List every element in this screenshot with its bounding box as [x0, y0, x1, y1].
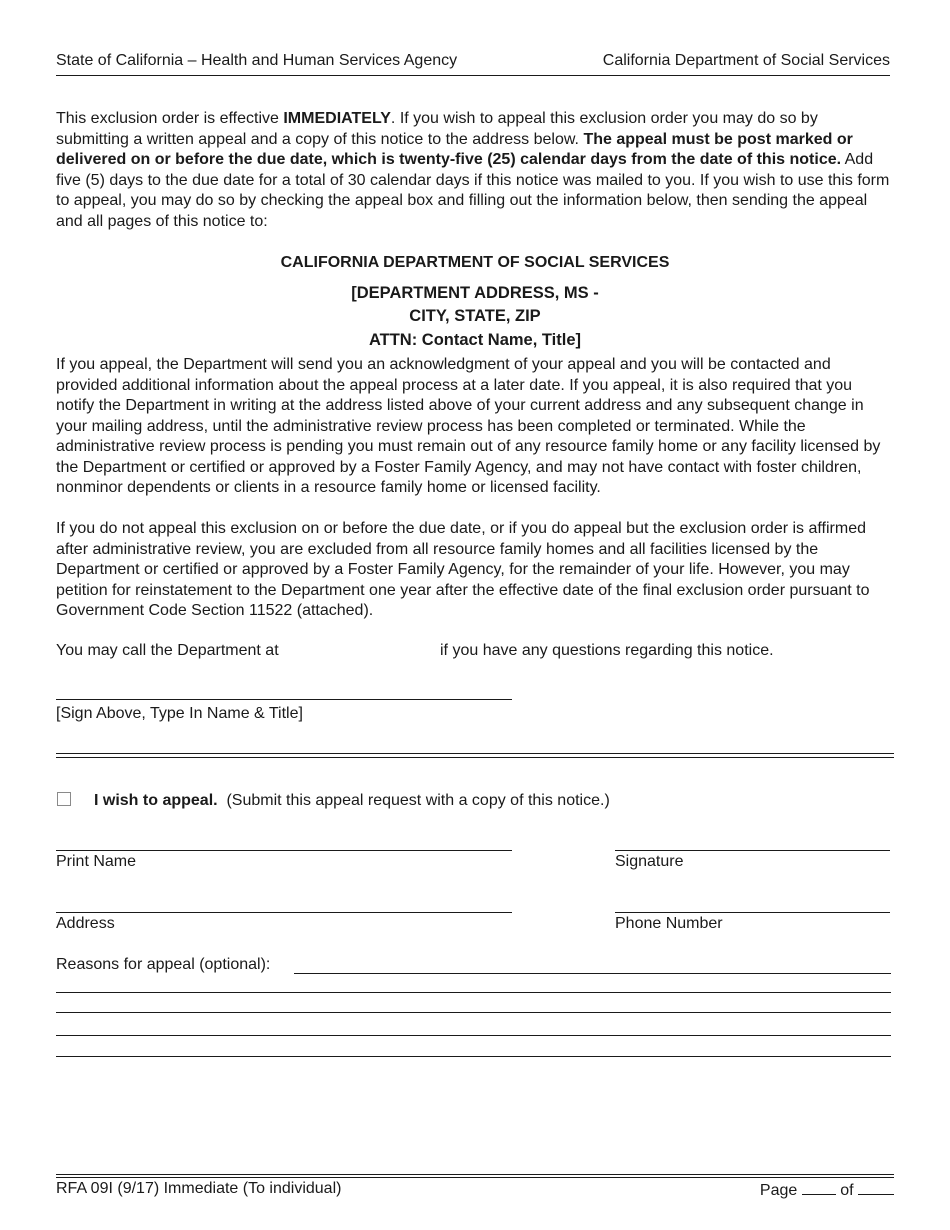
page-current-blank[interactable] [802, 1180, 836, 1195]
reasons-line-3[interactable] [56, 1012, 891, 1013]
footer-rule-bottom [56, 1177, 894, 1178]
appeal-checkbox[interactable] [57, 792, 71, 806]
department-signature-line[interactable] [56, 699, 512, 700]
page-word: Page [759, 1182, 798, 1199]
appeal-label: I wish to appeal. [94, 792, 218, 809]
reasons-line-1[interactable] [294, 973, 891, 974]
phone-number-field[interactable] [615, 912, 890, 913]
reasons-line-4[interactable] [56, 1035, 891, 1036]
reasons-line-5[interactable] [56, 1056, 891, 1057]
intro-paragraph [56, 109, 894, 232]
signature-label: Signature [615, 853, 684, 870]
footer-rule-top [56, 1174, 894, 1175]
page-total-blank[interactable] [858, 1180, 894, 1195]
intro-immediately: IMMEDIATELY [283, 110, 391, 127]
header-department: California Department of Social Services [602, 52, 890, 69]
section-divider-top [56, 753, 894, 754]
section-divider-bottom [56, 757, 894, 758]
appeal-statement [94, 792, 610, 810]
address-field[interactable] [56, 912, 512, 913]
header-rule [56, 75, 890, 76]
address-label: Address [56, 915, 115, 932]
call-text-after: if you have any questions regarding this notice. [440, 642, 774, 659]
intro-text-1: This exclusion order is effective [56, 110, 284, 127]
print-name-field[interactable] [56, 850, 512, 851]
of-word: of [840, 1182, 854, 1199]
address-agency: CALIFORNIA DEPARTMENT OF SOCIAL SERVICES [280, 254, 670, 271]
sign-label: [Sign Above, Type In Name & Title] [56, 705, 303, 722]
print-name-label: Print Name [56, 853, 137, 870]
reasons-label: Reasons for appeal (optional): [56, 956, 271, 973]
address-line-3: ATTN: Contact Name, Title] [368, 331, 582, 349]
no-appeal-paragraph: If you do not appeal this exclusion on or before the due date, or if you do appeal but the exclusion order is affirmed after administrative review, you are excluded from all resource family homes and all facilities licensed by the Department or certified or approved by a Foster Family Agency, for the remainder of your life. However, you may petition for reinstatement to the Department one year after the effective date of the final exclusion order pursuant to Government Code Section 11522 (attached). [56, 520, 870, 619]
intro-text-3: Add five (5) days to the due date for a total of 30 calendar days if this notice was mailed to you. If you wish to use this form to appeal, you may do so by checking the appeal box and filling out the information below, then sending the appeal and all pages of this notice to: [56, 151, 890, 230]
reasons-line-2[interactable] [56, 992, 891, 993]
signature-field[interactable] [615, 850, 890, 851]
appeal-process-paragraph: If you appeal, the Department will send you an acknowledgment of your appeal and you will be contacted and provided additional information about the appeal process at a later date. If you appeal, it is also required that you notify the Department in writing at the address listed above of your current address and any subsequent change in your mailing address, until the administrative review process has been completed or terminated. While the administrative review process is pending you must remain out of any resource family home or any facility licensed by the Department or certified or approved by a Foster Family Agency, and may not have contact with foster children, nonminor dependents or clients in a resource family home or licensed facility. [56, 356, 881, 496]
call-text-before: You may call the Department at [56, 642, 279, 659]
intro-text-2: . If you wish to appeal this exclusion order you may do so by submitting a written appeal and a copy of this notice to the address below. [56, 110, 818, 148]
form-id: RFA 09I (9/17) Immediate (To individual) [56, 1180, 342, 1197]
appeal-instruction: (Submit this appeal request with a copy of this notice.) [226, 792, 610, 809]
phone-number-label: Phone Number [615, 915, 723, 932]
address-line-2: CITY, STATE, ZIP [409, 307, 541, 325]
page-number [760, 1180, 894, 1200]
intro-due-date-notice: The appeal must be post marked or delivered on or before the due date, which is twenty-five (25) calendar days from the date of this notice. [56, 130, 853, 168]
header-agency: State of California – Health and Human Services Agency [56, 52, 458, 69]
address-line-1: [DEPARTMENT ADDRESS, MS - [351, 284, 599, 302]
